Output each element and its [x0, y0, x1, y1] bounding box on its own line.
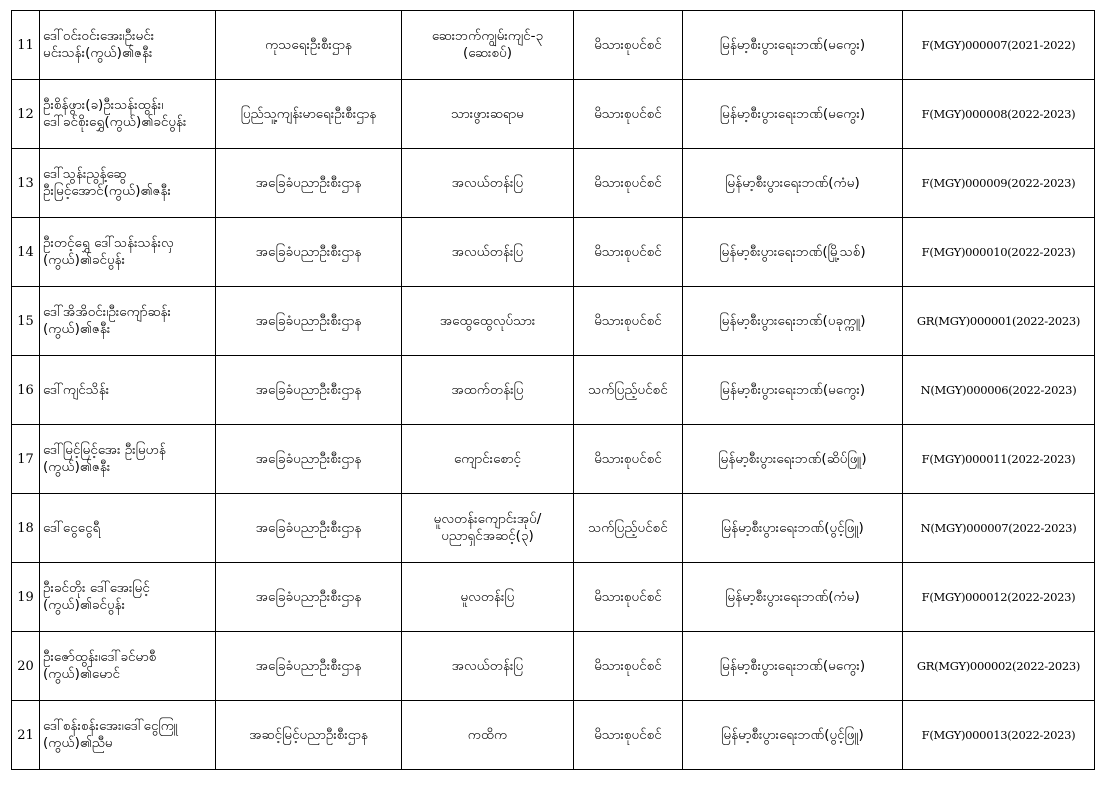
- registration-number-cell: GR(MGY)000002(2022-2023): [903, 632, 1095, 701]
- registration-number-cell: F(MGY)000013(2022-2023): [903, 701, 1095, 770]
- position-cell: မူလတန်းကျောင်းအုပ်/ ပညာရှင်အဆင့်(၃): [402, 494, 574, 563]
- department-cell: အခြေခံပညာဦးစီးဌာန: [216, 632, 402, 701]
- bank-branch-cell: မြန်မာ့စီးပွားရေးဘဏ်(ကံမ): [683, 563, 903, 632]
- row-number-cell: 20: [12, 632, 40, 701]
- bank-branch-cell: မြန်မာ့စီးပွားရေးဘဏ်(ပွင့်ဖြူ): [683, 494, 903, 563]
- position-cell: ကထိက: [402, 701, 574, 770]
- pension-type-cell: သက်ပြည့်ပင်စင်: [574, 494, 683, 563]
- position-cell: ကျောင်းစောင့်: [402, 425, 574, 494]
- pension-type-cell: မိသားစုပင်စင်: [574, 287, 683, 356]
- table-row: [12, 218, 1095, 287]
- pensioner-name-cell: ဒေါ်ဝင်းဝင်းအေး၊ဦးမင်း မင်းသန်း(ကွယ်)၏ဇနီး: [40, 11, 216, 80]
- bank-branch-cell: မြန်မာ့စီးပွားရေးဘဏ်(ပခုက္ကူ): [683, 287, 903, 356]
- table-row: [12, 425, 1095, 494]
- pension-type-cell: မိသားစုပင်စင်: [574, 149, 683, 218]
- table-row: [12, 632, 1095, 701]
- row-number-cell: 11: [12, 11, 40, 80]
- bank-branch-cell: မြန်မာ့စီးပွားရေးဘဏ်(မြို့သစ်): [683, 218, 903, 287]
- row-number-cell: 17: [12, 425, 40, 494]
- table-row: [12, 563, 1095, 632]
- department-cell: အခြေခံပညာဦးစီးဌာန: [216, 149, 402, 218]
- row-number-cell: 13: [12, 149, 40, 218]
- pension-type-cell: မိသားစုပင်စင်: [574, 11, 683, 80]
- registration-number-cell: N(MGY)000007(2022-2023): [903, 494, 1095, 563]
- bank-branch-cell: မြန်မာ့စီးပွားရေးဘဏ်(ဆိပ်ဖြူ): [683, 425, 903, 494]
- pension-table-sheet: [11, 10, 1094, 776]
- department-cell: အဆင့်မြင့်ပညာဦးစီးဌာန: [216, 701, 402, 770]
- department-cell: အခြေခံပညာဦးစီးဌာန: [216, 287, 402, 356]
- row-number-cell: 15: [12, 287, 40, 356]
- table-row: [12, 701, 1095, 770]
- pensioner-name-cell: ဒေါ်ကျင်သိန်း: [40, 356, 216, 425]
- registration-number-cell: F(MGY)000010(2022-2023): [903, 218, 1095, 287]
- bank-branch-cell: မြန်မာ့စီးပွားရေးဘဏ်(မကွေး): [683, 632, 903, 701]
- bank-branch-cell: မြန်မာ့စီးပွားရေးဘဏ်(မကွေး): [683, 356, 903, 425]
- position-cell: အလယ်တန်းပြ: [402, 218, 574, 287]
- position-cell: အထက်တန်းပြ: [402, 356, 574, 425]
- registration-number-cell: F(MGY)000011(2022-2023): [903, 425, 1095, 494]
- registration-number-cell: GR(MGY)000001(2022-2023): [903, 287, 1095, 356]
- department-cell: အခြေခံပညာဦးစီးဌာန: [216, 494, 402, 563]
- table-row: [12, 287, 1095, 356]
- department-cell: အခြေခံပညာဦးစီးဌာန: [216, 356, 402, 425]
- bank-branch-cell: မြန်မာ့စီးပွားရေးဘဏ်(မကွေး): [683, 80, 903, 149]
- position-cell: အလယ်တန်းပြ: [402, 149, 574, 218]
- department-cell: အခြေခံပညာဦးစီးဌာန: [216, 425, 402, 494]
- row-number-cell: 14: [12, 218, 40, 287]
- pension-type-cell: မိသားစုပင်စင်: [574, 218, 683, 287]
- position-cell: ဆေးဘက်ကျွမ်းကျင်-၃ (ဆေးစပ်): [402, 11, 574, 80]
- pensioner-name-cell: ဦးခင်တိုး ဒေါ်အေးမြင့် (ကွယ်)၏ခင်ပွန်း: [40, 563, 216, 632]
- pension-type-cell: သက်ပြည့်ပင်စင်: [574, 356, 683, 425]
- row-number-cell: 18: [12, 494, 40, 563]
- pension-table: [11, 10, 1095, 770]
- table-row: [12, 494, 1095, 563]
- pension-type-cell: မိသားစုပင်စင်: [574, 80, 683, 149]
- pensioner-name-cell: ဒေါ်စန်းစန်းအေး၊ဒေါ်ငွေကြူ (ကွယ်)၏ညီမ: [40, 701, 216, 770]
- table-body: [12, 11, 1095, 770]
- table-row: [12, 11, 1095, 80]
- pensioner-name-cell: ဦးတင့်ရွှေ ဒေါ်သန်းသန်းလှ (ကွယ်)၏ခင်ပွန်း: [40, 218, 216, 287]
- bank-branch-cell: မြန်မာ့စီးပွားရေးဘဏ်(ကံမ): [683, 149, 903, 218]
- pensioner-name-cell: ဒေါ်ငွေငွေရီ: [40, 494, 216, 563]
- pension-type-cell: မိသားစုပင်စင်: [574, 425, 683, 494]
- department-cell: ကုသရေးဦးစီးဌာန: [216, 11, 402, 80]
- pensioner-name-cell: ဦးစိန်ဖွား(ခ)ဦးသန်းထွန်း၊ ဒေါ်ခင်စိုးရွှေ(ကွယ်)၏ခင်ပွန်း: [40, 80, 216, 149]
- department-cell: အခြေခံပညာဦးစီးဌာန: [216, 218, 402, 287]
- pension-type-cell: မိသားစုပင်စင်: [574, 563, 683, 632]
- registration-number-cell: F(MGY)000007(2021-2022): [903, 11, 1095, 80]
- row-number-cell: 21: [12, 701, 40, 770]
- pensioner-name-cell: ဒေါ်သွန်းညွန့်ဆွေ ဦးမြင့်အောင်(ကွယ်)၏ဇနီး: [40, 149, 216, 218]
- pensioner-name-cell: ဒေါ်အိအိဝင်း၊ဦးကျော်ဆန်း (ကွယ်)၏ဇနီး: [40, 287, 216, 356]
- department-cell: ပြည်သူ့ကျန်းမာရေးဦးစီးဌာန: [216, 80, 402, 149]
- position-cell: အထွေထွေလုပ်သား: [402, 287, 574, 356]
- row-number-cell: 12: [12, 80, 40, 149]
- bank-branch-cell: မြန်မာ့စီးပွားရေးဘဏ်(ပွင့်ဖြူ): [683, 701, 903, 770]
- position-cell: သားဖွားဆရာမ: [402, 80, 574, 149]
- position-cell: အလယ်တန်းပြ: [402, 632, 574, 701]
- registration-number-cell: F(MGY)000009(2022-2023): [903, 149, 1095, 218]
- registration-number-cell: N(MGY)000006(2022-2023): [903, 356, 1095, 425]
- pension-type-cell: မိသားစုပင်စင်: [574, 701, 683, 770]
- pension-type-cell: မိသားစုပင်စင်: [574, 632, 683, 701]
- registration-number-cell: F(MGY)000012(2022-2023): [903, 563, 1095, 632]
- bank-branch-cell: မြန်မာ့စီးပွားရေးဘဏ်(မကွေး): [683, 11, 903, 80]
- position-cell: မူလတန်းပြ: [402, 563, 574, 632]
- table-row: [12, 80, 1095, 149]
- table-row: [12, 149, 1095, 218]
- row-number-cell: 19: [12, 563, 40, 632]
- department-cell: အခြေခံပညာဦးစီးဌာန: [216, 563, 402, 632]
- row-number-cell: 16: [12, 356, 40, 425]
- pensioner-name-cell: ဦးဇော်ထွန်း၊ဒေါ်ခင်မာစီ (ကွယ်)၏မောင်: [40, 632, 216, 701]
- table-row: [12, 356, 1095, 425]
- pensioner-name-cell: ဒေါ်မြင့်မြင့်အေး ဦးမြဟန် (ကွယ်)၏ဇနီး: [40, 425, 216, 494]
- registration-number-cell: F(MGY)000008(2022-2023): [903, 80, 1095, 149]
